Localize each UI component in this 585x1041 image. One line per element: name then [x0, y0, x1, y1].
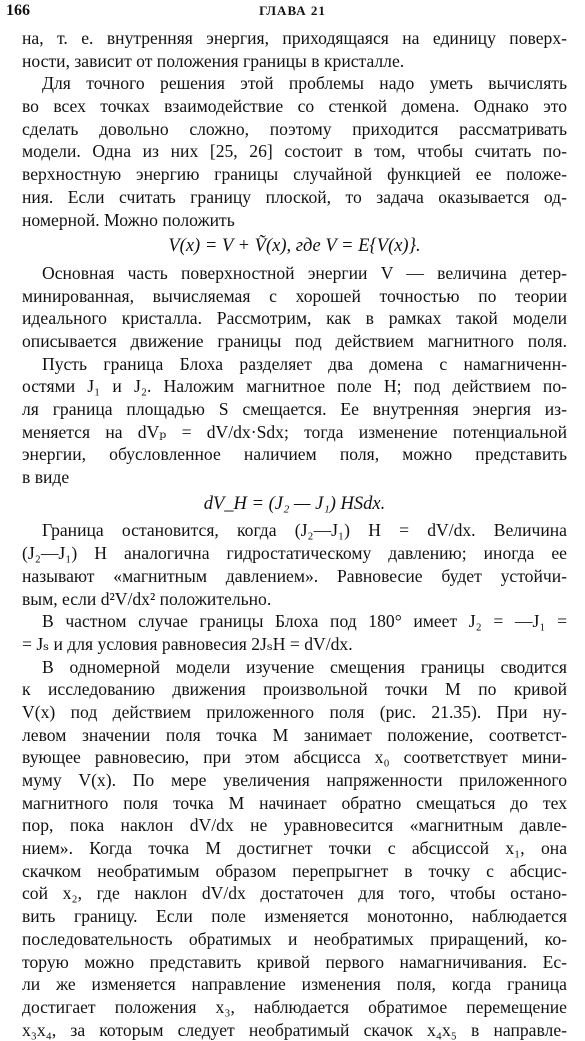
text-line: (J₂—J₁) H аналогична гидростатическому давлению; иногда ее [22, 543, 567, 564]
text-line: Основная часть поверхностной энергии V — величина детер- [42, 262, 567, 283]
text-line: = Jₛ и для условия равновесия 2JₛH = dV/dx. [22, 633, 353, 654]
page-number: 166 [6, 2, 30, 19]
text-line: к исследованию движения произвольной точки M по кривой [22, 679, 567, 700]
text-line: достигает положения x₃, наблюдается обратимое перемещение [22, 996, 567, 1017]
text-line: нием». Когда точка M достигнет точки с абсциссой x₁, она [22, 838, 567, 859]
text-line: V(x) под действием приложенного поля (рис. 21.35). При ну- [22, 701, 567, 722]
text-line: ля граница площадью S смещается. Ее внутренняя энергия из- [22, 399, 567, 419]
running-head: ГЛАВА 21 [259, 3, 326, 18]
text-line: ли же изменяется направление изменения поля, когда граница [22, 974, 567, 995]
text-line: вующее равновесию, при этом абсцисса x₀ соответствует мини- [22, 747, 567, 768]
text-line: идеального кристалла. Рассмотрим, как в рамках такой модели [22, 308, 567, 329]
text-line: ности, зависит от положения границы в кристалле. [22, 50, 405, 71]
text-line: В одномерной модели изучение смещения границы сводится [42, 656, 567, 677]
equation: dV_H = (J₂ — J₁) HSdx. [203, 493, 386, 514]
text-line: В частном случае границы Блоха под 180° имеет J₂ = —J₁ = [42, 611, 567, 632]
text-line: вить границу. Если поле изменяется монотонно, наблюдается [22, 906, 567, 927]
text-line: Для точного решения этой проблемы надо уметь вычислять [42, 73, 567, 94]
text-line: сделать довольно сложно, поэтому приходится рассматривать [22, 118, 567, 139]
text-line: последовательность обратимых и необратимых приращений, ко- [22, 928, 567, 949]
text-line: остями J₁ и J₂. Наложим магнитное поле H; под действием по- [22, 376, 567, 397]
text-line: модели. Одна из них [25, 26] состоит в том, чтобы считать по- [22, 141, 567, 162]
text-line: меняется на dVₚ = dV/dx·Sdx; тогда изменение потенциальной [22, 421, 567, 442]
text-line: x₃x₄, за которым следует необратимый скачок x₄x₅ в направле- [22, 1019, 567, 1040]
text-line: верхностную энергию границы случайной функцией ее положе- [22, 164, 567, 185]
text-line: во всех точках взаимодействие со стенкой домена. Однако это [22, 96, 567, 117]
page-header [6, 2, 579, 24]
text-line: магнитного поля точка M начинает обратно смещаться до тех [22, 792, 567, 813]
text-line: Граница остановится, когда (J₂—J₁) H = dV/dx. Величина [42, 520, 567, 541]
text-line: называют «магнитным давлением». Равновесие будет устойчи- [22, 565, 567, 586]
text-line: минированная, вычисляемая с хорошей точностью по теории [22, 285, 567, 306]
text-line: пор, пока наклон dV/dx не уравновесится «магнитным давле- [22, 815, 567, 836]
page-body [22, 27, 567, 1041]
text-line: описывается движение границы под действием магнитного поля. [22, 330, 567, 351]
text-line: на, т. е. внутренняя энергия, приходящаяся на единицу поверх- [22, 28, 567, 48]
text-line: торую можно представить кривой первого намагничивания. Ес- [22, 951, 567, 972]
text-line: Пусть граница Блоха разделяет два домена с намагниченн- [42, 353, 567, 374]
text-line: скачком необратимым образом перепрыгнет в точку с абсцис- [22, 860, 567, 881]
text-line: номерной. Можно положить [22, 209, 235, 230]
text-line: левом значении поля точка M занимает положение, соответст- [22, 724, 567, 745]
text-line: муму V(x). По мере увеличения напряженности приложенного [22, 770, 567, 790]
text-line: в виде [22, 467, 70, 488]
text-line: вым, если d²V/dx² положительно. [22, 588, 272, 609]
text-line: энергии, обусловленное наличием поля, можно представить [22, 444, 567, 465]
text-line: сой x₂, где наклон dV/dx достаточен для того, чтобы остано- [22, 883, 567, 904]
text-line: ния. Если считать границу плоской, то задача оказывается од- [22, 186, 567, 207]
equation: V(x) = V + Ṽ(x), где V = E{V(x)}. [168, 236, 421, 257]
